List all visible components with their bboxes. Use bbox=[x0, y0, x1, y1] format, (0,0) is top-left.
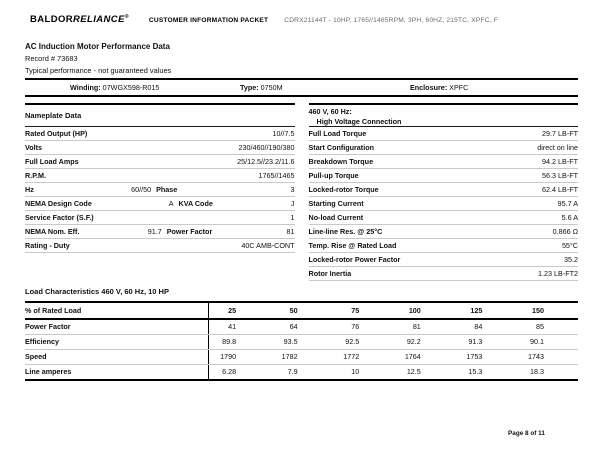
row-value: 29.7 LB-FT bbox=[542, 129, 578, 138]
row-label: R.P.M. bbox=[25, 171, 47, 180]
row-value: A bbox=[168, 199, 174, 208]
hv-connection-section bbox=[309, 103, 579, 281]
record-number: Record # 73683 bbox=[25, 54, 78, 63]
hv-heading-line2: High Voltage Connection bbox=[316, 116, 402, 126]
row-label2: Phase bbox=[156, 185, 178, 194]
winding-value: 07WGX598-R015 bbox=[102, 83, 160, 92]
hv-row bbox=[309, 267, 579, 281]
row-label: Volts bbox=[25, 143, 43, 152]
row-value: 91.7 bbox=[147, 227, 162, 236]
cell: 1753 bbox=[455, 349, 517, 364]
hv-heading bbox=[309, 103, 579, 127]
row-label: Hz bbox=[25, 185, 34, 194]
cell: 81 bbox=[393, 319, 455, 335]
row-value: 1.23 LB-FT2 bbox=[538, 269, 578, 278]
winding-band bbox=[25, 78, 578, 97]
load-characteristics-section bbox=[25, 287, 578, 381]
cell: 85 bbox=[516, 319, 578, 335]
performance-note: Typical performance - not guaranteed values bbox=[25, 65, 172, 75]
hv-row bbox=[309, 211, 579, 225]
row-value: 35.2 bbox=[564, 255, 578, 264]
winding-cell bbox=[25, 83, 240, 92]
nameplate-heading bbox=[25, 103, 295, 127]
row-label: Pull-up Torque bbox=[308, 171, 359, 180]
row-label: Rotor Inertia bbox=[308, 269, 352, 278]
cell: 76 bbox=[332, 319, 394, 335]
header-rated-load: % of Rated Load bbox=[25, 302, 209, 319]
nameplate-row bbox=[25, 197, 295, 211]
row-label: Full Load Torque bbox=[308, 129, 367, 138]
row-value: 5.6 A bbox=[561, 213, 578, 222]
row-label: Efficiency bbox=[25, 334, 209, 349]
header-col: 50 bbox=[270, 302, 332, 319]
row-value: 62.4 LB-FT bbox=[542, 185, 578, 194]
cell: 91.3 bbox=[455, 334, 517, 349]
hv-row bbox=[309, 239, 579, 253]
cell: 10 bbox=[332, 364, 394, 380]
header-col: 100 bbox=[393, 302, 455, 319]
header-col: 125 bbox=[455, 302, 517, 319]
nameplate-heading-text: Nameplate Data bbox=[25, 111, 82, 120]
cell: 1782 bbox=[270, 349, 332, 364]
row-label: No-load Current bbox=[308, 213, 364, 222]
cell: 92.2 bbox=[393, 334, 455, 349]
cell: 89.8 bbox=[209, 334, 271, 349]
hv-heading-line1: 460 V, 60 Hz: bbox=[308, 107, 352, 116]
nameplate-row bbox=[25, 183, 295, 197]
title-block bbox=[25, 42, 171, 77]
hv-row bbox=[309, 155, 579, 169]
cell: 93.5 bbox=[270, 334, 332, 349]
data-columns bbox=[25, 103, 578, 281]
hv-row bbox=[309, 197, 579, 211]
hv-row bbox=[309, 183, 579, 197]
row-label: Start Configuration bbox=[308, 143, 374, 152]
logo-reliance: RELIANCE bbox=[73, 14, 125, 26]
cell: 1790 bbox=[209, 349, 271, 364]
row-label: Breakdown Torque bbox=[308, 157, 374, 166]
table-row bbox=[25, 364, 578, 380]
row-label: Rated Output (HP) bbox=[25, 129, 88, 138]
nameplate-row bbox=[25, 127, 295, 141]
registered-mark: ® bbox=[124, 14, 129, 20]
row-label: Full Load Amps bbox=[25, 157, 79, 166]
row-value: 95.7 A bbox=[557, 199, 578, 208]
cell: 1764 bbox=[393, 349, 455, 364]
cell: 41 bbox=[209, 319, 271, 335]
hv-row bbox=[309, 127, 579, 141]
nameplate-section bbox=[25, 103, 295, 281]
cell: 1743 bbox=[516, 349, 578, 364]
row-label: Rating - Duty bbox=[25, 241, 70, 250]
type-label: Type: bbox=[240, 83, 259, 92]
row-label: Power Factor bbox=[25, 319, 209, 335]
logo-baldor: BALDOR bbox=[30, 14, 74, 26]
hv-row bbox=[309, 253, 579, 267]
row-value: 230/460//190/380 bbox=[238, 143, 295, 152]
cell: 6.28 bbox=[209, 364, 271, 380]
packet-title: CUSTOMER INFORMATION PACKET bbox=[148, 17, 269, 25]
row-value: 0.866 Ω bbox=[552, 227, 578, 236]
row-value: direct on line bbox=[537, 143, 578, 152]
type-value: 0750M bbox=[260, 83, 283, 92]
cell: 7.9 bbox=[270, 364, 332, 380]
row-label: NEMA Nom. Eff. bbox=[25, 227, 80, 236]
header-col: 25 bbox=[209, 302, 271, 319]
hv-heading-text bbox=[309, 105, 579, 126]
load-characteristics-table bbox=[25, 301, 578, 381]
nameplate-row bbox=[25, 211, 295, 225]
row-label2: Power Factor bbox=[166, 227, 213, 236]
row-value: 40C AMB-CONT bbox=[241, 241, 295, 250]
row-label: Starting Current bbox=[308, 199, 364, 208]
nameplate-row bbox=[25, 239, 295, 253]
row-value: 1 bbox=[290, 213, 295, 222]
cell: 84 bbox=[455, 319, 517, 335]
row-label: Line-line Res. @ 25°C bbox=[308, 227, 383, 236]
header-col: 75 bbox=[332, 302, 394, 319]
cell: 1772 bbox=[332, 349, 394, 364]
row-label: Speed bbox=[25, 349, 209, 364]
enclosure-label: Enclosure: bbox=[410, 83, 448, 92]
table-row bbox=[25, 349, 578, 364]
page-header bbox=[30, 14, 580, 25]
row-label2: KVA Code bbox=[178, 199, 213, 208]
baldor-reliance-logo bbox=[30, 14, 129, 25]
cell: 90.1 bbox=[516, 334, 578, 349]
table-row bbox=[25, 319, 578, 335]
row-label: Locked-rotor Torque bbox=[308, 185, 379, 194]
load-characteristics-title: Load Characteristics 460 V, 60 Hz, 10 HP bbox=[25, 287, 169, 296]
row-value: 25/12.5//23.2/11.6 bbox=[237, 157, 295, 166]
row-label: NEMA Design Code bbox=[25, 199, 92, 208]
enclosure-cell bbox=[410, 83, 578, 92]
row-value: 94.2 LB-FT bbox=[542, 157, 578, 166]
cell: 12.5 bbox=[393, 364, 455, 380]
row-value2: 3 bbox=[290, 185, 295, 194]
row-value: 55°C bbox=[561, 241, 578, 250]
row-label: Service Factor (S.F.) bbox=[25, 213, 94, 222]
row-value2: J bbox=[290, 199, 295, 208]
table-header-row bbox=[25, 302, 578, 319]
hv-row bbox=[309, 225, 579, 239]
winding-label: Winding: bbox=[70, 83, 101, 92]
enclosure-value: XPFC bbox=[449, 83, 469, 92]
cell: 92.5 bbox=[332, 334, 394, 349]
model-spec: CDRX21144T - 10HP, 1765//1465RPM, 3PH, 60HZ, 215TC, XPFC, F bbox=[284, 17, 498, 25]
nameplate-row bbox=[25, 225, 295, 239]
row-label: Temp. Rise @ Rated Load bbox=[308, 241, 397, 250]
header-col: 150 bbox=[516, 302, 578, 319]
document-title: AC Induction Motor Performance Data bbox=[25, 42, 170, 51]
hv-row bbox=[309, 141, 579, 155]
row-value: 10//7.5 bbox=[272, 129, 295, 138]
row-value: 60//50 bbox=[131, 185, 152, 194]
nameplate-row bbox=[25, 169, 295, 183]
row-value: 56.3 LB-FT bbox=[542, 171, 578, 180]
nameplate-row bbox=[25, 141, 295, 155]
nameplate-row bbox=[25, 155, 295, 169]
cell: 15.3 bbox=[455, 364, 517, 380]
row-label: Locked-rotor Power Factor bbox=[308, 255, 401, 264]
hv-row bbox=[309, 169, 579, 183]
cell: 64 bbox=[270, 319, 332, 335]
row-label: Line amperes bbox=[25, 364, 209, 380]
table-row bbox=[25, 334, 578, 349]
page-number: Page 8 of 11 bbox=[508, 430, 545, 437]
type-cell bbox=[240, 83, 410, 92]
row-value: 1765//1465 bbox=[258, 171, 295, 180]
cell: 18.3 bbox=[516, 364, 578, 380]
row-value2: 81 bbox=[286, 227, 295, 236]
